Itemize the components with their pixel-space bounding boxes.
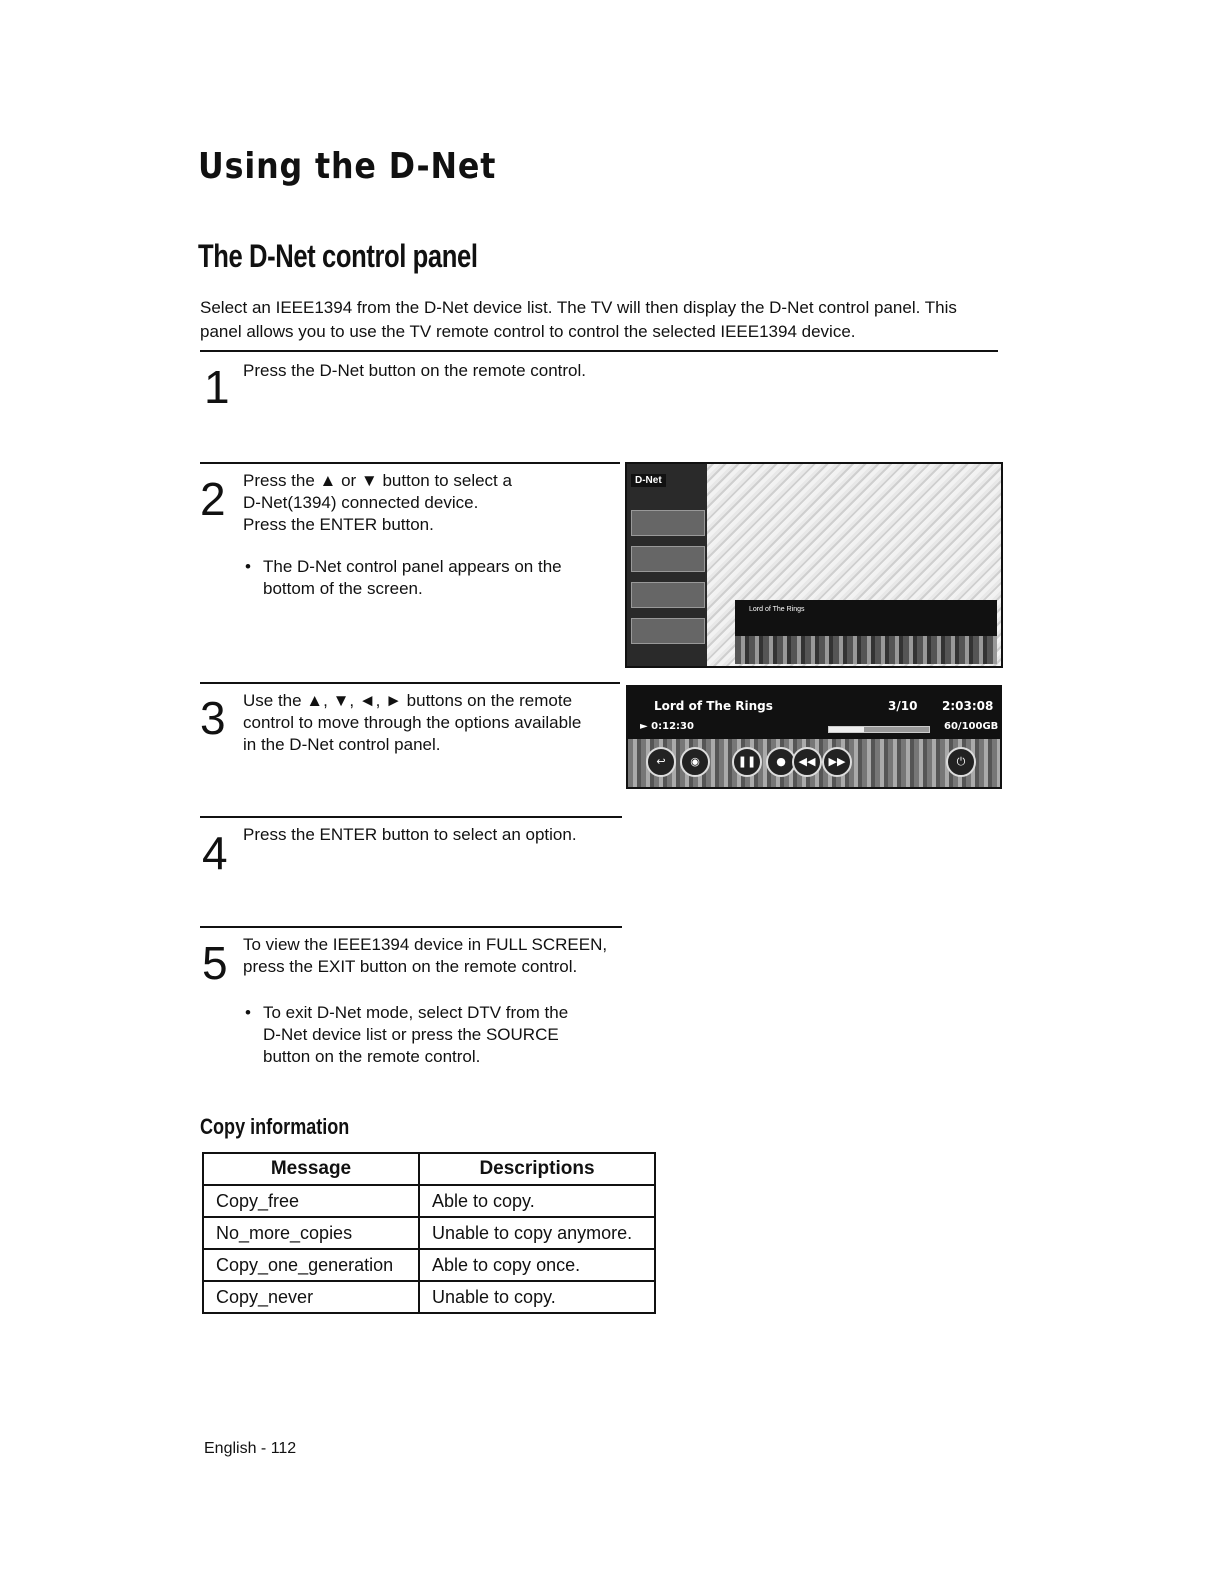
mini-control-buttons — [735, 636, 997, 664]
table-row — [203, 1185, 655, 1217]
table-header-row — [203, 1153, 655, 1185]
control-panel-info — [628, 687, 1000, 739]
step-5-line: To view the IEEE1394 device in FULL SCREEN, — [243, 935, 608, 954]
description-cell: Able to copy once. — [419, 1249, 655, 1281]
device-list-item — [631, 618, 705, 644]
page-footer: English - 112 — [204, 1440, 297, 1457]
step-5-bullet-line: • To exit D-Net mode, select DTV from the — [263, 1003, 569, 1022]
message-cell: Copy_never — [203, 1281, 419, 1313]
rewind-icon: ◀◀ — [792, 747, 822, 777]
column-header: Message — [203, 1153, 419, 1185]
step-1-rule — [200, 350, 998, 352]
device-list-item — [631, 546, 705, 572]
panel-track: 3/10 — [888, 699, 918, 713]
step-5-rule — [200, 926, 622, 928]
step-3-line: control to move through the options available — [243, 713, 582, 732]
table-row — [203, 1281, 655, 1313]
step-2-line: Press the ▲ or ▼ button to select a — [243, 471, 512, 490]
stop-icon: ◉ — [680, 747, 710, 777]
record-icon: ● — [766, 747, 796, 777]
step-5-number: 5 — [202, 937, 228, 989]
step-2-text — [243, 470, 512, 536]
step-2-line: Press the ENTER button. — [243, 515, 434, 534]
step-3-number: 3 — [200, 692, 226, 744]
step-5-bullet-line: button on the remote control. — [263, 1047, 481, 1066]
step-5-line: press the EXIT button on the remote control. — [243, 957, 578, 976]
table-row — [203, 1249, 655, 1281]
step-3-text — [243, 690, 581, 756]
dnet-screen-screenshot — [625, 462, 1003, 668]
control-panel-screenshot — [626, 685, 1002, 789]
copy-info-table — [202, 1152, 656, 1314]
pause-icon: ❚❚ — [732, 747, 762, 777]
description-cell: Unable to copy. — [419, 1281, 655, 1313]
intro-paragraph: Select an IEEE1394 from the D-Net device list. The TV will then display the D-Net control panel. This panel allows you to use the TV remote control to control the selected IEEE1394 device. — [200, 298, 957, 341]
progress-bar — [828, 726, 930, 733]
mini-panel-title: Lord of The Rings — [749, 606, 805, 613]
description-cell: Able to copy. — [419, 1185, 655, 1217]
copy-info-heading: Copy information — [200, 1114, 350, 1139]
step-3-line: in the D-Net control panel. — [243, 735, 441, 754]
step-2-rule — [200, 462, 620, 464]
page-title: Using the D-Net — [198, 146, 497, 187]
step-2-line: D-Net(1394) connected device. — [243, 493, 479, 512]
device-list-sidebar — [627, 464, 707, 666]
control-button-row — [628, 739, 1000, 787]
section-title: The D-Net control panel — [198, 238, 478, 274]
panel-title: Lord of The Rings — [654, 699, 773, 713]
device-list-item — [631, 510, 705, 536]
message-cell: Copy_free — [203, 1185, 419, 1217]
step-2-number: 2 — [200, 473, 226, 525]
fast-forward-icon: ▶▶ — [822, 747, 852, 777]
dnet-tag: D-Net — [631, 474, 666, 487]
step-4-text: Press the ENTER button to select an option. — [243, 825, 577, 844]
step-5-bullet-line: D-Net device list or press the SOURCE — [263, 1025, 559, 1044]
column-header: Descriptions — [419, 1153, 655, 1185]
step-5-bullet — [243, 1002, 568, 1068]
message-cell: Copy_one_generation — [203, 1249, 419, 1281]
step-2-bullet-line: • The D-Net control panel appears on the — [263, 557, 562, 576]
step-3-rule — [200, 682, 620, 684]
exit-icon: ⏻ — [946, 747, 976, 777]
step-2-bullet-line: bottom of the screen. — [263, 579, 423, 598]
step-3-line: Use the ▲, ▼, ◄, ► buttons on the remote — [243, 691, 573, 710]
progress-fill — [829, 727, 864, 732]
device-list-item — [631, 582, 705, 608]
table-row — [203, 1217, 655, 1249]
step-5-text — [243, 934, 607, 978]
panel-total-time: 2:03:08 — [942, 699, 994, 713]
step-4-number: 4 — [202, 827, 228, 879]
mini-control-panel — [735, 600, 997, 636]
message-cell: No_more_copies — [203, 1217, 419, 1249]
step-1-number: 1 — [204, 361, 230, 413]
step-4-rule — [200, 816, 622, 818]
panel-elapsed: ► 0:12:30 — [640, 721, 694, 732]
step-1-text: Press the D-Net button on the remote control. — [243, 361, 587, 380]
panel-capacity: 60/100GB — [944, 721, 999, 732]
step-2-bullet — [243, 556, 562, 600]
description-cell: Unable to copy anymore. — [419, 1217, 655, 1249]
back-icon: ↩ — [646, 747, 676, 777]
